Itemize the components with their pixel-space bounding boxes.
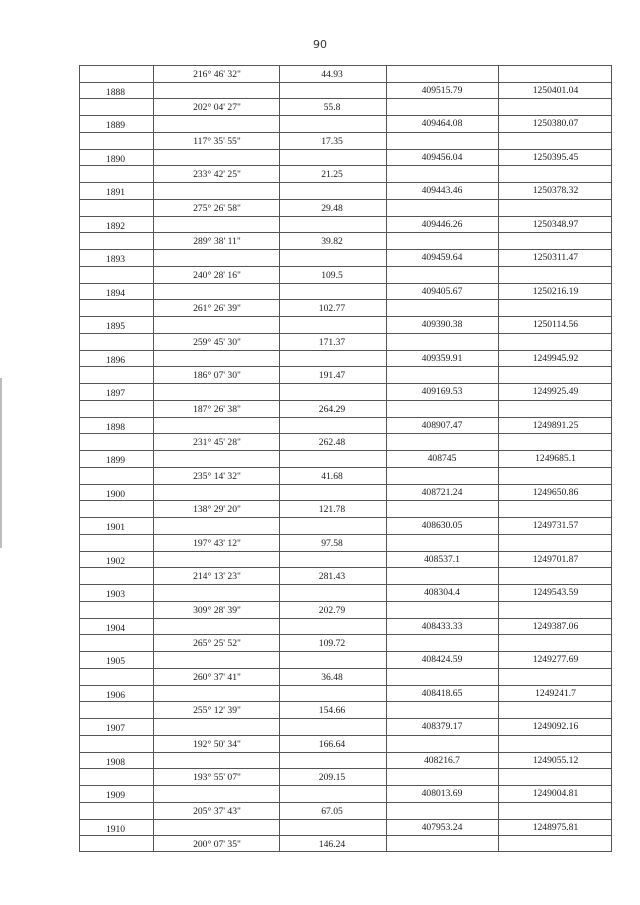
bearing-value: 261° 26' 39" bbox=[193, 303, 241, 315]
bearing-value: 138° 29' 20" bbox=[193, 504, 241, 516]
table-row-line bbox=[79, 467, 612, 468]
easting-value: 1248975.81 bbox=[532, 821, 579, 833]
table-row-line bbox=[79, 299, 612, 300]
point-id: 1888 bbox=[105, 86, 126, 98]
northing-value: 408379.17 bbox=[421, 721, 463, 732]
distance-value: 29.48 bbox=[321, 202, 343, 214]
distance-value: 171.37 bbox=[318, 336, 346, 348]
distance-value: 39.82 bbox=[321, 236, 343, 248]
point-id: 1904 bbox=[105, 622, 126, 634]
point-id: 1906 bbox=[105, 689, 126, 701]
point-id: 1898 bbox=[105, 421, 126, 433]
table-row-line bbox=[79, 735, 612, 736]
table-row-line bbox=[79, 82, 612, 83]
distance-value: 36.48 bbox=[321, 671, 343, 683]
northing-value: 409169.53 bbox=[421, 386, 463, 397]
easting-value: 1249891.25 bbox=[532, 419, 579, 431]
distance-value: 202.79 bbox=[318, 604, 346, 616]
northing-value: 408630.05 bbox=[421, 520, 463, 531]
easting-value: 1249701.87 bbox=[532, 553, 579, 565]
scan-edge-mark bbox=[0, 378, 2, 548]
easting-value: 1249277.69 bbox=[532, 654, 579, 665]
bearing-value: 216° 46' 32" bbox=[193, 69, 241, 80]
point-id: 1889 bbox=[105, 120, 126, 131]
northing-value: 408745 bbox=[427, 453, 457, 464]
northing-value: 409359.91 bbox=[421, 352, 463, 364]
northing-value: 408907.47 bbox=[421, 419, 463, 431]
distance-value: 102.77 bbox=[318, 303, 346, 315]
bearing-value: 186° 07' 30" bbox=[193, 370, 241, 382]
distance-value: 166.64 bbox=[318, 738, 346, 750]
distance-value: 97.58 bbox=[321, 537, 343, 549]
table-row-line bbox=[79, 333, 612, 334]
distance-value: 41.68 bbox=[321, 470, 343, 482]
table-row-line bbox=[79, 567, 612, 568]
distance-value: 281.43 bbox=[318, 571, 346, 583]
table-row-line bbox=[79, 802, 612, 803]
northing-value: 409443.46 bbox=[421, 185, 463, 196]
table-row-line bbox=[79, 768, 612, 769]
northing-value: 408537.1 bbox=[424, 553, 460, 565]
distance-value: 154.66 bbox=[318, 705, 346, 717]
table-row-line bbox=[79, 149, 612, 150]
point-id: 1907 bbox=[105, 723, 126, 734]
bearing-value: 117° 35' 55" bbox=[193, 135, 241, 147]
table-row-line bbox=[79, 668, 612, 669]
table-row-line bbox=[79, 350, 612, 351]
bearing-value: 202° 04' 27" bbox=[193, 102, 241, 114]
table-row-line bbox=[79, 283, 612, 284]
easting-value: 1250395.45 bbox=[532, 151, 579, 163]
table-row-line bbox=[79, 551, 612, 552]
table-row-line bbox=[79, 400, 612, 401]
distance-value: 109.72 bbox=[318, 638, 346, 650]
table-row-line bbox=[79, 115, 612, 116]
easting-value: 1250380.07 bbox=[532, 118, 579, 129]
table-row-line bbox=[79, 484, 612, 485]
bearing-value: 275° 26' 58" bbox=[193, 202, 241, 214]
distance-value: 191.47 bbox=[318, 370, 346, 382]
easting-value: 1249092.16 bbox=[532, 721, 579, 732]
table-row-line bbox=[79, 232, 612, 233]
point-id: 1892 bbox=[105, 220, 126, 232]
survey-coordinates-table bbox=[79, 65, 612, 851]
table-row-line bbox=[79, 517, 612, 518]
distance-value: 121.78 bbox=[318, 504, 346, 516]
northing-value: 409390.38 bbox=[421, 319, 463, 330]
northing-value: 409456.04 bbox=[421, 151, 463, 163]
point-id: 1897 bbox=[105, 388, 126, 399]
bearing-value: 240° 28' 16" bbox=[193, 269, 241, 281]
northing-value: 409446.26 bbox=[421, 218, 463, 230]
table-row-line bbox=[79, 199, 612, 200]
distance-value: 264.29 bbox=[318, 403, 346, 415]
bearing-value: 187° 26' 38" bbox=[193, 403, 241, 415]
point-id: 1910 bbox=[105, 823, 126, 835]
easting-value: 1250311.47 bbox=[532, 252, 579, 263]
bearing-value: 309° 28' 39" bbox=[193, 604, 241, 616]
point-id: 1899 bbox=[105, 455, 126, 466]
easting-value: 1250401.04 bbox=[532, 84, 579, 96]
easting-value: 1249650.86 bbox=[532, 486, 579, 498]
bearing-value: 214° 13' 23" bbox=[193, 571, 241, 583]
table-row-line bbox=[79, 785, 612, 786]
easting-value: 1250114.56 bbox=[532, 319, 579, 330]
easting-value: 1249925.49 bbox=[532, 386, 579, 397]
point-id: 1901 bbox=[105, 522, 126, 533]
distance-value: 17.35 bbox=[321, 135, 343, 147]
table-row-line bbox=[79, 752, 612, 753]
table-row-line bbox=[79, 216, 612, 217]
easting-value: 1249387.06 bbox=[532, 620, 579, 632]
point-id: 1891 bbox=[105, 187, 126, 198]
table-row-line bbox=[79, 500, 612, 501]
easting-value: 1249543.59 bbox=[532, 587, 579, 598]
table-row-line bbox=[79, 417, 612, 418]
point-id: 1895 bbox=[105, 321, 126, 332]
table-row-line bbox=[79, 685, 612, 686]
distance-value: 262.48 bbox=[318, 437, 346, 449]
bearing-value: 231° 45' 28" bbox=[193, 437, 241, 449]
northing-value: 407953.24 bbox=[421, 821, 463, 833]
table-row-line bbox=[79, 132, 612, 133]
easting-value: 1249004.81 bbox=[532, 788, 579, 799]
table-row-line bbox=[79, 249, 612, 250]
easting-value: 1249055.12 bbox=[532, 754, 579, 766]
table-row-line bbox=[79, 450, 612, 451]
northing-value: 408424.59 bbox=[421, 654, 463, 665]
bearing-value: 200° 07' 35" bbox=[193, 839, 241, 851]
distance-value: 109.5 bbox=[321, 269, 343, 281]
easting-value: 1250348.97 bbox=[532, 218, 579, 230]
northing-value: 408304.4 bbox=[424, 587, 460, 598]
bearing-value: 255° 12' 39" bbox=[193, 705, 241, 717]
table-row-line bbox=[79, 584, 612, 585]
northing-value: 408216.7 bbox=[424, 754, 460, 766]
table-row-line bbox=[79, 98, 612, 99]
point-id: 1894 bbox=[105, 287, 126, 299]
point-id: 1902 bbox=[105, 555, 126, 567]
table-row-line bbox=[79, 182, 612, 183]
northing-value: 408721.24 bbox=[421, 486, 463, 498]
page-number: 90 bbox=[313, 38, 327, 51]
bearing-value: 259° 45' 30" bbox=[193, 336, 241, 348]
easting-value: 1249685.1 bbox=[535, 453, 576, 464]
bearing-value: 235° 14' 32" bbox=[193, 470, 241, 482]
table-row-line bbox=[79, 534, 612, 535]
easting-value: 1250378.32 bbox=[532, 185, 579, 196]
bearing-value: 197° 43' 12" bbox=[193, 537, 241, 549]
bearing-value: 265° 25' 52" bbox=[193, 638, 241, 650]
northing-value: 409405.67 bbox=[421, 285, 463, 297]
distance-value: 21.25 bbox=[321, 169, 343, 181]
table-row-line bbox=[79, 366, 612, 367]
table-row-line bbox=[79, 718, 612, 719]
point-id: 1905 bbox=[105, 656, 126, 667]
table-row-line bbox=[79, 165, 612, 166]
table-row-line bbox=[79, 601, 612, 602]
distance-value: 67.05 bbox=[321, 805, 343, 817]
distance-value: 146.24 bbox=[318, 839, 346, 851]
bearing-value: 289° 38' 11" bbox=[193, 236, 241, 248]
northing-value: 409459.64 bbox=[421, 252, 463, 263]
table-row-line bbox=[79, 819, 612, 820]
bearing-value: 233° 42' 25" bbox=[193, 169, 241, 181]
easting-value: 1249731.57 bbox=[532, 520, 579, 531]
distance-value: 209.15 bbox=[318, 772, 346, 784]
bearing-value: 192° 50' 34" bbox=[193, 738, 241, 750]
bearing-value: 193° 55' 07" bbox=[193, 772, 241, 784]
easting-value: 1249241.7 bbox=[535, 687, 576, 699]
point-id: 1908 bbox=[105, 756, 126, 768]
northing-value: 408418.65 bbox=[421, 687, 463, 699]
point-id: 1893 bbox=[105, 254, 126, 265]
distance-value: 44.93 bbox=[321, 69, 343, 80]
table-row-line bbox=[79, 634, 612, 635]
distance-value: 55.8 bbox=[323, 102, 341, 114]
table-row-line bbox=[79, 851, 612, 852]
point-id: 1890 bbox=[105, 153, 126, 165]
table-row-line bbox=[79, 266, 612, 267]
bearing-value: 205° 37' 43" bbox=[193, 805, 241, 817]
northing-value: 409515.79 bbox=[421, 84, 463, 96]
easting-value: 1250216.19 bbox=[532, 285, 579, 297]
point-id: 1909 bbox=[105, 790, 126, 801]
point-id: 1900 bbox=[105, 488, 126, 500]
bearing-value: 260° 37' 41" bbox=[193, 671, 241, 683]
northing-value: 408013.69 bbox=[421, 788, 463, 799]
table-row-line bbox=[79, 835, 612, 836]
table-row-line bbox=[79, 651, 612, 652]
table-row-line bbox=[79, 701, 612, 702]
point-id: 1896 bbox=[105, 354, 126, 366]
table-row-line bbox=[79, 433, 612, 434]
table-row-line bbox=[79, 316, 612, 317]
table-row-line bbox=[79, 618, 612, 619]
table-row-line bbox=[79, 383, 612, 384]
table-row-line bbox=[79, 65, 612, 66]
northing-value: 408433.33 bbox=[421, 620, 463, 632]
point-id: 1903 bbox=[105, 589, 126, 600]
easting-value: 1249945.92 bbox=[532, 352, 579, 364]
northing-value: 409464.08 bbox=[421, 118, 463, 129]
